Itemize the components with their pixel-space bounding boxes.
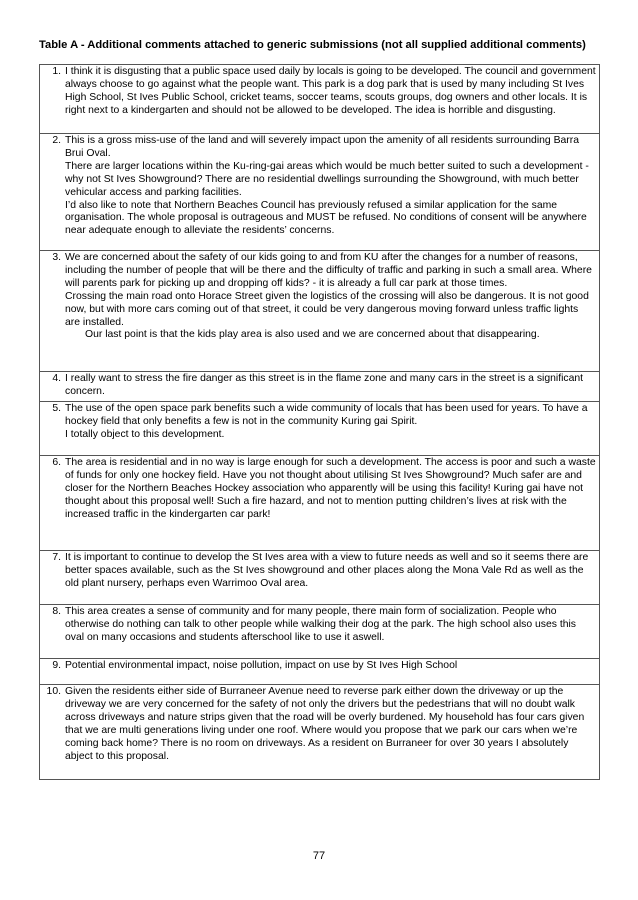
comment-text: I totally object to this development. — [65, 428, 225, 440]
comment-cell — [64, 551, 600, 605]
comment-text: Our last point is that the kids play area is also used and we are concerned about that disappearing. — [85, 329, 540, 341]
row-number: 9. — [40, 659, 65, 685]
row-number: 10. — [40, 685, 65, 780]
comment-cell — [64, 605, 600, 659]
comment-text: The area is residential and in no way is large enough for such a development. The access is poor and such a waste of funds for only one hockey field. Have you not thought about utilising St Ives Showground? Much safer are and closer for the Northern Beaches Hockey association who apparently will be using this facility! Kuring gai have not thought about this proposal well! Such a fire hazard, and not to mention putting children’s lives at risk with the increased traffic in the kindergarten car park! — [65, 457, 596, 520]
comment-text: This area creates a sense of community and for many people, there main form of socialization. People who otherwise do nothing can talk to other people while walking their dog at the park. The high school also uses this oval on many occasions and students afterschool like to use it aswell. — [65, 606, 576, 643]
row-number: 6. — [40, 456, 65, 551]
comment-cell — [64, 659, 600, 685]
comment-text: I really want to stress the fire danger as this street is in the flame zone and many cars in the street is a significant concern. — [65, 373, 584, 397]
table-row — [40, 456, 600, 551]
table-row — [40, 605, 600, 659]
table-row — [40, 659, 600, 685]
row-number: 4. — [40, 372, 65, 402]
comment-text: Crossing the main road onto Horace Street given the logistics of the crossing will also be dangerous. It is not good now, but with more cars coming out of that street, it could be very dangerous moving forward unless traffic lights are installed. — [65, 290, 589, 328]
comment-text: I think it is disgusting that a public space used daily by locals is going to be developed. The council and government always choose to go against what the people want. This park is a dog park that is used by many including St Ives High School, St Ives Public School, cricket teams, soccer teams, scouts groups, dog owners and other locals. It is right next to a kindergarten and should not be allowed to be developed. The idea is horrible and disgusting. — [65, 66, 596, 116]
comment-cell — [64, 372, 600, 402]
comment-text: This is a gross miss-use of the land and will severely impact upon the amenity of all residents surrounding Barra Brui Oval. — [65, 135, 580, 159]
comment-text: It is important to continue to develop the St Ives area with a view to future needs as well and so it seems there are better spaces available, such as the St Ives showground and other places along the Mona Vale Rd as well as the old plant nursery, perhaps even Warrimoo Oval area. — [65, 552, 589, 589]
comment-cell — [64, 134, 600, 251]
comment-text: We are concerned about the safety of our kids going to and from KU after the changes for a number of reasons, including the number of people that will be there and the difficulty of traffic and parking in such a small area. Where will parents park for picking up and dropping off kids? - it is already a full car park at those times. — [65, 252, 592, 289]
table-row — [40, 251, 600, 372]
row-number: 1. — [40, 65, 65, 134]
row-number: 7. — [40, 551, 65, 605]
row-number: 5. — [40, 402, 65, 456]
page-number: 77 — [312, 850, 326, 862]
comment-cell — [64, 402, 600, 456]
table-row — [40, 372, 600, 402]
comment-cell — [64, 251, 600, 372]
table-row — [40, 551, 600, 605]
comment-cell — [64, 685, 600, 780]
comment-text: The use of the open space park benefits such a wide community of locals that has been used for years. To have a hockey field that only benefits a few is not in the community Kuring gai Spirit. — [65, 403, 588, 427]
comment-text: Given the residents either side of Burraneer Avenue need to reverse park either down the driveway or up the driveway we are very concerned for the safety of not only the drivers but the pedestrians that will no doubt walk across driveways and nature strips given that the road will be overly burdened. My household has four cars given that we are multi generations living under one roof. Where would you propose that we park our cars when we’re coming back home? There is no room on driveways. As a resident on Burraneer for over 30 years I absolutely abject to this proposal. — [65, 686, 585, 762]
row-number: 8. — [40, 605, 65, 659]
table-row — [40, 685, 600, 780]
comment-cell — [64, 456, 600, 551]
comment-cell — [64, 65, 600, 134]
table-title: Table A - Additional comments attached to generic submissions (not all supplied additional comments) — [39, 39, 586, 51]
table-row — [40, 65, 600, 134]
row-number: 2. — [40, 134, 65, 251]
comments-table — [39, 64, 600, 780]
row-number: 3. — [40, 251, 65, 372]
comment-text: I’d also like to note that Northern Beaches Council has previously refused a similar application for the same organisation. The whole proposal is outrageous and MUST be refused. No conditions of consent will be anywhere near adequate enough to alleviate the residents’ concerns. — [65, 199, 587, 237]
comment-text: There are larger locations within the Ku-ring-gai areas which would be much better suited to such a development - why not St Ives Showground? There are no residential dwellings surrounding the Showground, with much better vehicular access and parking facilities. — [65, 160, 589, 198]
table-row — [40, 134, 600, 251]
comment-text: Potential environmental impact, noise pollution, impact on use by St Ives High School — [65, 660, 458, 671]
table-row — [40, 402, 600, 456]
